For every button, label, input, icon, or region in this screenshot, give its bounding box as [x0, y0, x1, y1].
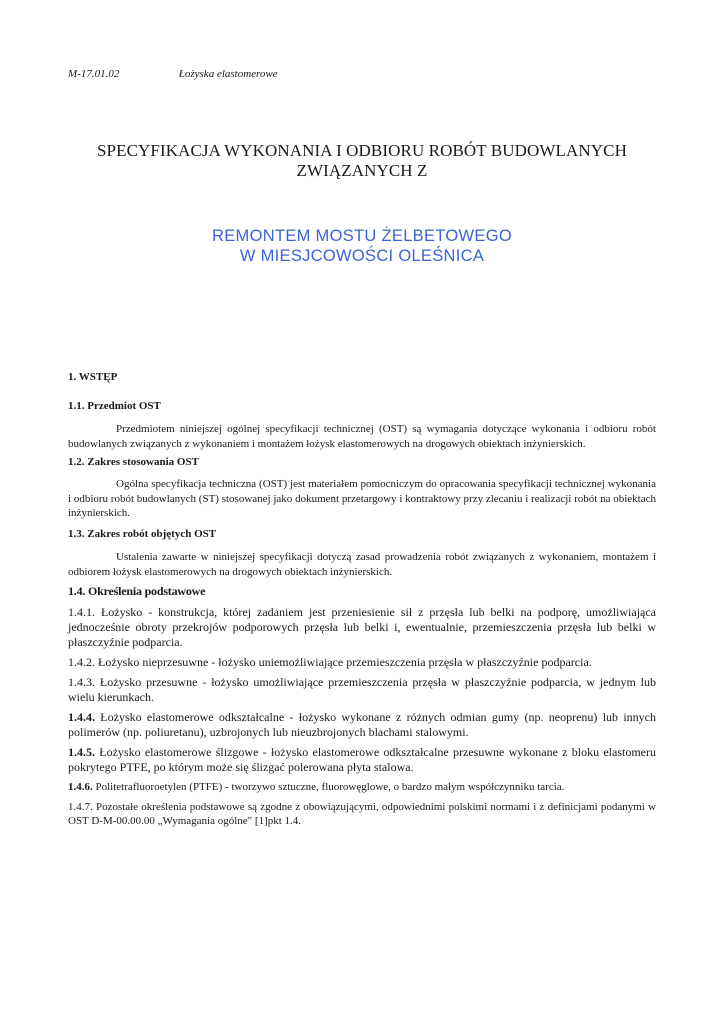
section-heading-1-2: 1.2. Zakres stosowania OST	[68, 456, 199, 469]
definition-1-4-6	[68, 780, 656, 795]
page-header	[68, 68, 278, 80]
definition-number: 1.4.3.	[68, 675, 95, 690]
section-heading-1-4: 1.4. Określenia podstawowe	[68, 583, 206, 598]
definition-text: Łożysko elastomerowe odkształcalne - łożysko wykonane z różnych odmian gumy (np. neoprenu) lub innych polimerów (np. poliuretanu), uzbrojonych lub nieuzbrojonych blachami stalowymi.	[68, 710, 656, 740]
definition-number: 1.4.6.	[68, 781, 93, 794]
definition-text: Łożysko nieprzesuwne - łożysko uniemożliwiające przemieszczenia przęsła w płaszczyźnie podparcia.	[98, 655, 592, 670]
paragraph-1-1: Przedmiotem niniejszej ogólnej specyfikacji technicznej (OST) są wymagania dotyczące wykonania i odbioru robót budowlanych związanych z wykonaniem i montażem łożysk elastomerowych na drogowych obiektach inżynierskich.	[68, 423, 656, 450]
definition-number: 1.4.7.	[68, 800, 93, 813]
definition-number: 1.4.5.	[68, 745, 95, 760]
definition-text: Politetrafluoroetylen (PTFE) - tworzywo sztuczne, fluorowęglowe, o bardzo małym współczynniku tarcia.	[95, 781, 565, 794]
definition-text: Pozostałe określenia podstawowe są zgodne z obowiązującymi, odpowiednimi polskimi normami i z definicjami podanymi w OST D-M-00.00.00 „Wymagania ogólne" [1]pkt 1.4.	[68, 800, 656, 828]
document-title	[68, 141, 656, 181]
definition-1-4-1	[68, 605, 656, 650]
spec-name: Łożyska elastomerowe	[178, 68, 278, 80]
section-heading-1-1: 1.1. Przedmiot OST	[68, 399, 161, 412]
document-body	[68, 370, 656, 834]
section-heading-1-3: 1.3. Zakres robót objętych OST	[68, 527, 217, 540]
paragraph-1-2: Ogólna specyfikacja techniczna (OST) jest materiałem pomocniczym do opracowania specyfikacji technicznej wykonania i odbioru robót budowlanych (ST) stosowanej jako dokument przetargowy i kontraktowy przy zlecaniu i realizacji robót na obiektach inżynierskich.	[68, 477, 656, 520]
definition-1-4-2	[68, 655, 656, 670]
definition-1-4-3	[68, 675, 656, 705]
subtitle-line-1: REMONTEM MOSTU ŻELBETOWEGO	[212, 227, 512, 245]
subtitle-line-2: W MIESJCOWOŚCI OLEŚNICA	[239, 247, 485, 265]
title-line-2: ZWIĄZANYCH Z	[296, 161, 428, 180]
definition-number: 1.4.4.	[68, 710, 95, 725]
definition-text: Łożysko - konstrukcja, której zadaniem jest przeniesienie sił z przęsła lub belki na podporę, umożliwiająca jednocześnie obroty przekrojów podporowych przęsła lub belki i, ewentualnie, przemieszczenia przęsła lub belki w płaszczyźnie podparcia.	[68, 605, 657, 650]
definition-1-4-7	[68, 800, 656, 829]
paragraph-1-3: Ustalenia zawarte w niniejszej specyfikacji dotyczą zasad prowadzenia robót związanych z wykonaniem, montażem i odbiorem łożysk elastomerowych na drogowych obiektach inżynierskich.	[68, 551, 656, 578]
spec-code: M-17.01.02	[68, 68, 120, 80]
definition-1-4-4	[68, 710, 656, 740]
definition-text: Łożysko przesuwne - łożysko umożliwiające przemieszczenia przęsła w płaszczyźnie podparcia, w jednym lub wielu kierunkach.	[68, 675, 656, 705]
section-heading-1: 1. WSTĘP	[68, 371, 118, 383]
definition-number: 1.4.2.	[68, 655, 95, 670]
document-subtitle	[68, 226, 656, 266]
definition-text: Łożysko elastomerowe ślizgowe - łożysko elastomerowe odkształcalne przesuwne wykonane z bloku elastomeru pokrytego PTFE, po którym może się ślizgać polerowana płyta stalowa.	[68, 745, 656, 775]
definition-number: 1.4.1.	[68, 605, 95, 620]
title-line-1: SPECYFIKACJA WYKONANIA I ODBIORU ROBÓT BUDOWLANYCH	[97, 141, 627, 160]
definition-1-4-5	[68, 745, 656, 775]
